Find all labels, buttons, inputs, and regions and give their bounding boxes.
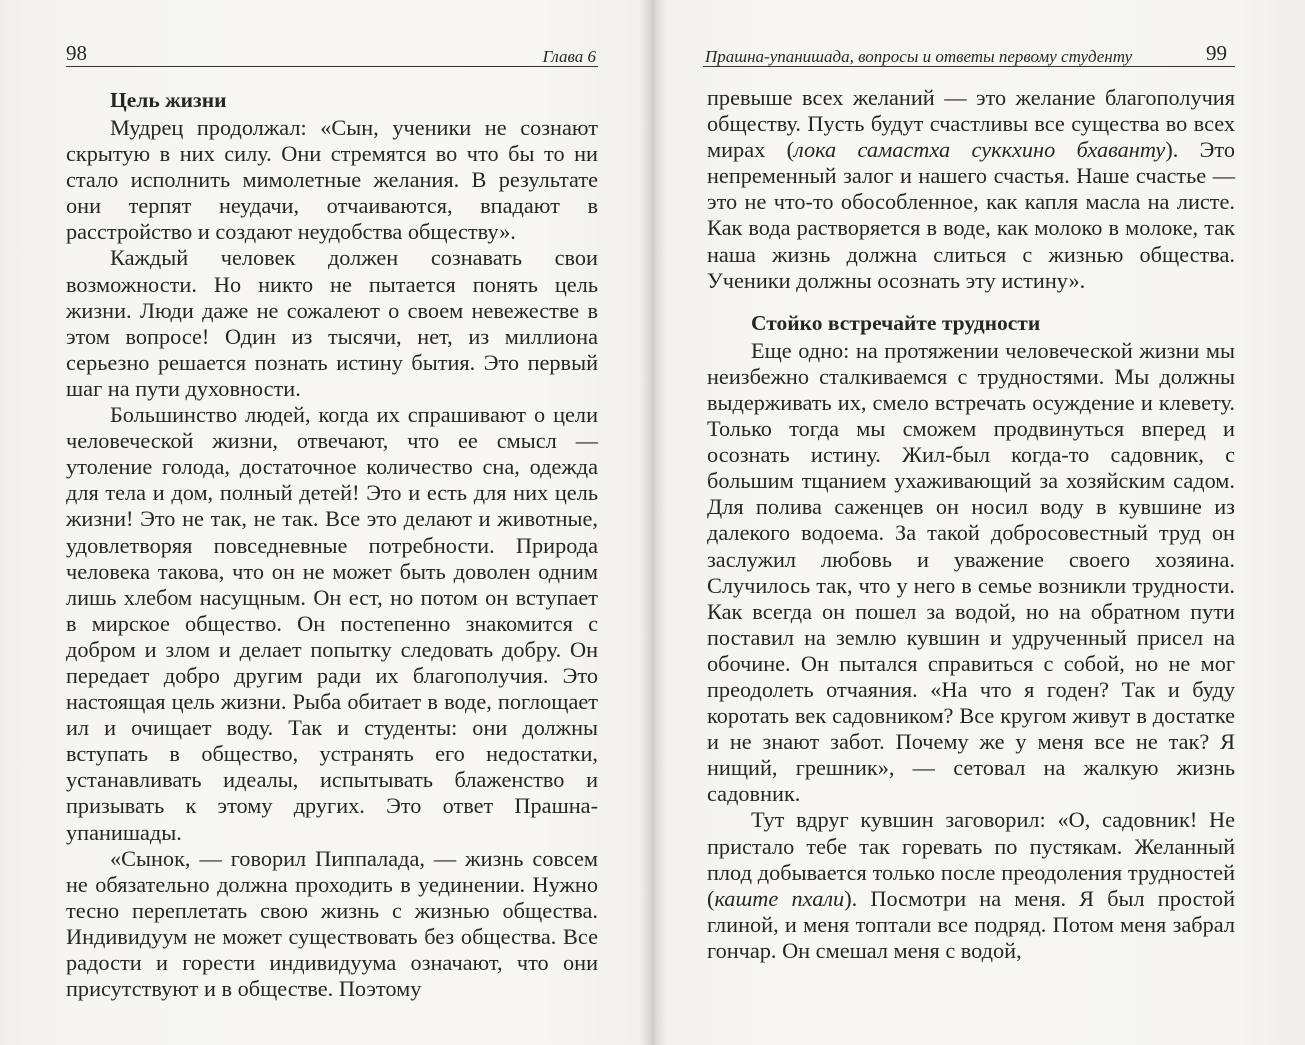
- right-body-text: [707, 85, 1235, 964]
- page-number-right: 99: [1206, 41, 1227, 65]
- sanskrit-phrase: каште пхали: [714, 885, 845, 911]
- text-run: ). Это непременный залог и нашего счастья. Наше счастье — это не что-то обособленное, как капля масла на листе. Как вода растворяется в воде, как молоко в молоке, так наша жизнь должна слиться с жизнью общества. Ученики должны осознать эту истину».: [707, 137, 1235, 293]
- chapter-title-left: Глава 6: [542, 47, 596, 66]
- continued-paragraph: [707, 85, 1235, 294]
- paragraph: Еще одно: на протяжении человеческой жизни мы неизбежно сталкиваемся с трудностями. Мы должны выдерживать их, смело встречать осуждение и клевету. Только тогда мы сможем продвинуться вперед и осознать истину. Жил-был когда-то садовник, с большим тщанием ухаживающий за хозяйским садом. Для полива саженцев он носил воду в кувшине из далекого водоема. За такой добросовестный труд он заслужил любовь и уважение своего хозяина. Случилось так, что у него в семье возникли трудности. Как всегда он пошел за водой, но на обратном пути поставил на землю кувшин и удрученный присел на обочине. Он пытался справиться с собой, но не мог преодолеть отчаяния. «На что я годен? Так и буду коротать век садовником? Все кругом живут в достатке и не знают забот. Почему же у меня все не так? Я нищий, грешник», — сетовал на жалкую жизнь садовник.: [707, 337, 1235, 807]
- paragraph: Каждый человек должен сознавать свои возможности. Но никто не пытается понять цель жизни. Люди даже не сожалеют о своем невежестве в этом вопросе! Один из тысячи, нет, из миллиона серьезно решается познать истину бытия. Это первый шаг на пути духовности.: [66, 245, 598, 401]
- section-heading-difficulties: Стойко встречайте трудности: [751, 310, 1041, 335]
- text-run: превыше всех желаний — это желание благополучия обществу. Пусть будут счастливы все существа во всех мирах (: [707, 85, 1235, 163]
- paragraph: [707, 807, 1235, 964]
- right-running-head: [703, 41, 1235, 67]
- sanskrit-phrase: лока самастха суккхино бхаванту: [794, 137, 1166, 163]
- chapter-title-right: Прашна-упанишада, вопросы и ответы первому студенту: [705, 47, 1133, 66]
- left-page: [0, 0, 650, 1045]
- right-page: [655, 0, 1305, 1045]
- section-heading-life-goal: Цель жизни: [110, 88, 227, 112]
- text-run: Тут вдруг кувшин заговорил: «О, садовник! Не пристало тебе так горевать по пустякам. Желанный плод добывается только после преодоления трудностей (: [707, 807, 1235, 911]
- left-body-text: [66, 85, 598, 1002]
- text-run: ). Посмотри на меня. Я был простой глиной, и меня топтали все подряд. Потом меня забрал гончар. Он смешал меня с водой,: [707, 885, 1236, 963]
- page-number-left: 98: [66, 41, 87, 65]
- paragraph: Большинство людей, когда их спрашивают о цели человеческой жизни, отвечают, что ее смысл — утоление голода, достаточное количество сна, одежда для тела и дом, полный детей! Это и есть для них цель жизни! Это не так, не так. Все это делают и животные, удовлетворяя повседневные потребности. Природа человека такова, что он не может быть доволен одним лишь хлебом насущным. Он ест, но потом он вступает в мирское общество. Он постепенно знакомится с добром и злом и делает попытку следовать добру. Он передает добро другим ради их благополучия. Это настоящая цель жизни. Рыба обитает в воде, поглощает ил и очищает воду. Так и студенты: они должны вступать в общество, устранять его недостатки, устанавливать идеалы, испытывать блаженство и призывать к этому других. Это ответ Прашна-упанишады.: [66, 402, 598, 845]
- paragraph: Мудрец продолжал: «Сын, ученики не сознают скрытую в них силу. Они стремятся во что бы то ни стало исполнить мимолетные желания. В результате они терпят неудачи, отчаиваются, впадают в расстройство и создают неудобства обществу».: [66, 115, 598, 245]
- paragraph: «Сынок, — говорил Пиппалада, — жизнь совсем не обязательно должна проходить в уединении. Нужно тесно переплетать свою жизнь с жизнью общества. Индивидуум не может существовать без общества. Все радости и горести индивидуума означают, что они присутствуют и в обществе. Поэтому: [66, 845, 598, 1002]
- left-running-head: [66, 41, 598, 67]
